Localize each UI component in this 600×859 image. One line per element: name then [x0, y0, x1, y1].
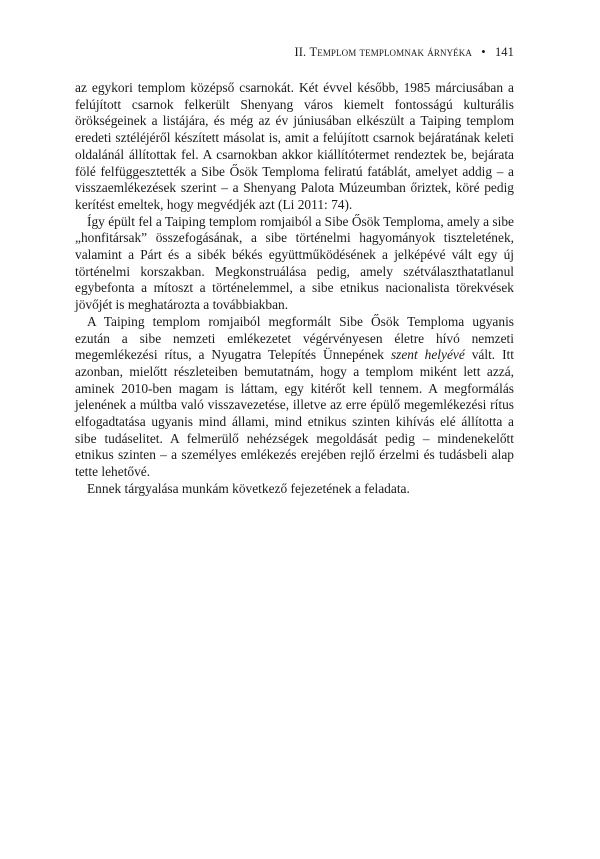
paragraph-taiping-temple: Így épült fel a Taiping templom romjaiból a Sibe Ősök Temploma, amely a sibe „honfitársak” összefogásának, a sibe történelmi hagyományok tiszteletének, valamint a Párt és a sibék békés együttműködésének a jelképévé vált egy új történelmi korszakban. Megkonstruálása pedig, amely szétválaszthatatlanul egybefonta a mítoszt a történelemmel, a sibe etnikus nacionalista törekvések jövőjét is meghatározta a továbbiakban.	[75, 213, 514, 313]
paragraph-ritual	[75, 314, 514, 481]
paragraph-next-chapter: Ennek tárgyalása munkám következő fejezetének a feladata.	[87, 480, 410, 496]
paragraph-ritual-part2: vált. Itt azonban, mielőtt részleteiben bemutatnám, hogy a templom miként lett azzá, aminek 2010-ben magam is láttam, egy kitérőt kell tennem. A megformálás jelenének a múltba való visszavezetése, illetve az erre épülő megemlékezési rítus elfogadtatása ugyanis mind állami, mind etnikus szinten kihívás elé állította a sibe tudáselitet. A felmerülő nehézségek megoldását pedig – mindenekelőtt etnikus szinten – a személyes emlékezés erejében rejlő érzelmi és tudásbeli alap tette lehetővé.	[75, 347, 514, 480]
paragraph-ritual-part1: A Taiping templom romjaiból megformált Sibe Ősök Temploma ugyanis ezután a sibe nemzeti emlékezetet végérvényesen életre hívó nemzeti megemlékezési rítus, a Nyugatra Telepítés Ünnepének	[75, 313, 514, 363]
page-number: 141	[494, 45, 514, 59]
paragraph-ritual-italic: szent helyévé	[390, 347, 465, 363]
running-header	[75, 45, 514, 60]
header-bullet: •	[481, 45, 486, 59]
paragraph-continuation: az egykori templom középső csarnokát. Két évvel később, 1985 márciusában a felújított csarnok felkerült Shenyang város kiemelt fontosságú kulturális örökségeinek a listájára, és még az év júniusában elkészült a Taiping templom eredeti sztéléjéről készített másolat is, amit a felújított csarnok bejáratának keleti oldalánál állítottak fel. A csarnokban akkor kiállítótermet rendeztek be, bejárata fölé felfüggesztették a Sibe Ősök Temploma feliratú fatáblát, amelyet addig – a visszaemlékezések szerint – a Shenyang Palota Múzeumban őriztek, köré pedig kerítést emeltek, hogy megvédjék azt (Li 2011: 74).	[75, 80, 514, 212]
body-text	[75, 80, 514, 498]
chapter-numeral: II.	[294, 45, 307, 59]
chapter-title: Templom templomnak árnyéka	[309, 45, 472, 59]
